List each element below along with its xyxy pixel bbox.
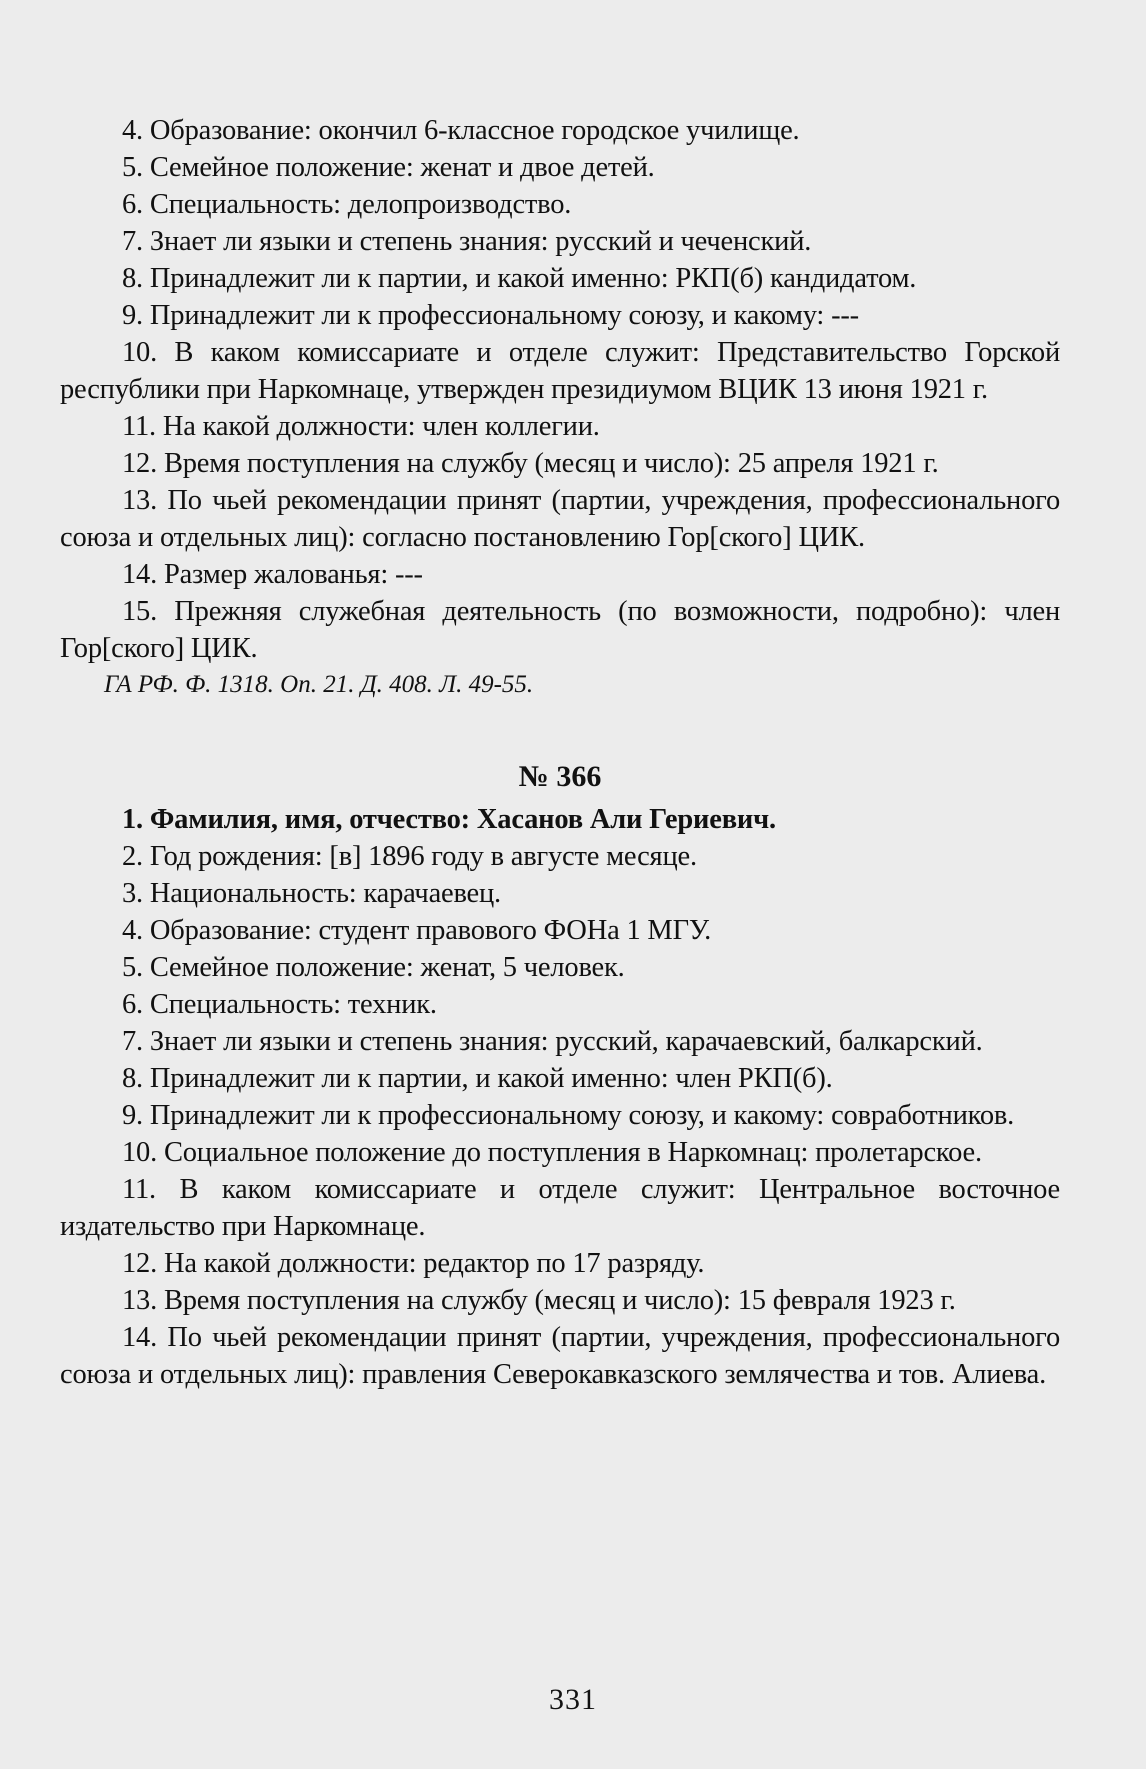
list-item: 11. На какой должности: член коллегии.	[122, 411, 600, 442]
list-item: 13. Время поступления на службу (месяц и число): 15 февраля 1923 г.	[122, 1285, 956, 1316]
list-item: 10. В каком комиссариате и отделе служит: Представительство Горской республики при Наркомнаце, утвержден президиумом ВЦИК 13 июня 1921 г.	[60, 337, 1060, 405]
document-number: № 366	[518, 760, 602, 793]
list-item: 12. На какой должности: редактор по 17 разряду.	[122, 1248, 705, 1279]
list-item: 9. Принадлежит ли к профессиональному союзу, и какому: совработников.	[122, 1100, 1015, 1131]
list-item: 8. Принадлежит ли к партии, и какой именно: РКП(б) кандидатом.	[122, 263, 917, 294]
list-item: 8. Принадлежит ли к партии, и какой именно: член РКП(б).	[122, 1063, 833, 1094]
list-item: 5. Семейное положение: женат, 5 человек.	[122, 952, 625, 983]
list-item: 5. Семейное положение: женат и двое детей.	[122, 152, 655, 183]
list-item: 2. Год рождения: [в] 1896 году в августе месяце.	[122, 841, 697, 872]
list-item: 15. Прежняя служебная деятельность (по возможности, подробно): член Гор[ского] ЦИК.	[60, 596, 1060, 664]
list-item: 4. Образование: окончил 6-классное городское училище.	[122, 115, 800, 146]
second-document-items	[60, 801, 1060, 1393]
list-item: 7. Знает ли языки и степень знания: русский, карачаевский, балкарский.	[122, 1026, 983, 1057]
list-item: 11. В каком комиссариате и отделе служит: Центральное восточное издательство при Наркомнаце.	[60, 1174, 1060, 1242]
list-item: 6. Специальность: делопроизводство.	[122, 189, 572, 220]
document-heading: 1. Фамилия, имя, отчество: Хасанов Али Гериевич.	[122, 804, 776, 835]
list-item: 4. Образование: студент правового ФОНа 1 МГУ.	[122, 915, 712, 946]
list-item: 9. Принадлежит ли к профессиональному союзу, и какому: ---	[122, 300, 859, 331]
page-number: 331	[549, 1683, 597, 1716]
list-item: 14. По чьей рекомендации принят (партии, учреждения, профессионального союза и отдельных лиц): правления Северокавказского землячества и тов. Алиева.	[60, 1322, 1060, 1390]
page-text	[60, 112, 1060, 1393]
list-item: 13. По чьей рекомендации принят (партии, учреждения, профессионального союза и отдельных лиц): согласно постановлению Гор[ского] ЦИК.	[60, 485, 1060, 553]
list-item: 6. Специальность: техник.	[122, 989, 437, 1020]
list-item: 12. Время поступления на службу (месяц и число): 25 апреля 1921 г.	[122, 448, 939, 479]
list-item: 3. Национальность: карачаевец.	[122, 878, 501, 909]
archive-reference: ГА РФ. Ф. 1318. Оп. 21. Д. 408. Л. 49-55.	[104, 671, 534, 698]
list-item: 14. Размер жалованья: ---	[122, 559, 423, 590]
first-document-items	[60, 112, 1060, 667]
list-item: 10. Социальное положение до поступления в Наркомнац: пролетарское.	[122, 1137, 982, 1168]
list-item: 7. Знает ли языки и степень знания: русский и чеченский.	[122, 226, 812, 257]
